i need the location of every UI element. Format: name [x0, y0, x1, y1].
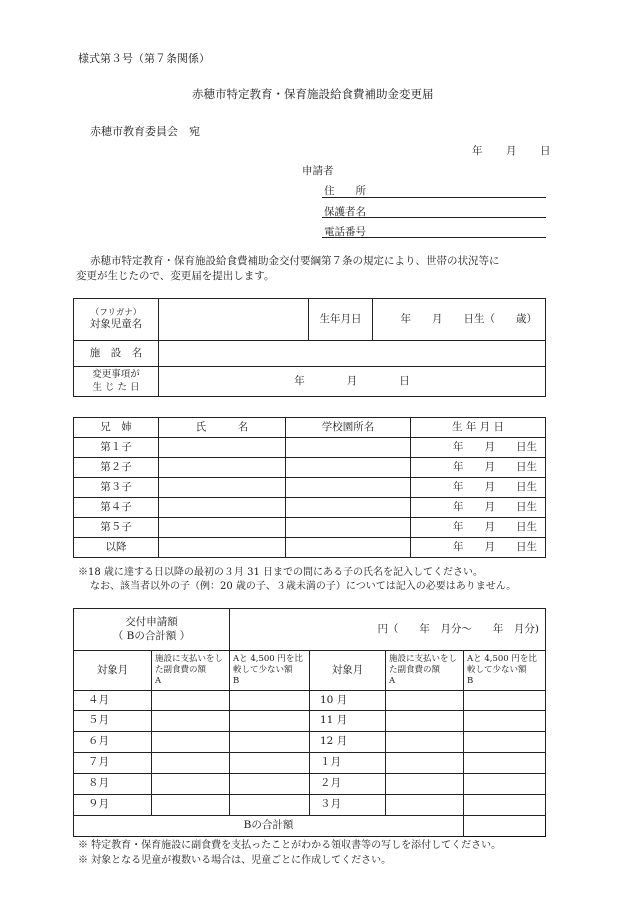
amount-a-field[interactable]	[152, 691, 230, 711]
month-left: ４月	[74, 691, 152, 711]
month-right: 11 月	[310, 711, 386, 732]
amount-b-field[interactable]	[230, 795, 310, 816]
sibling-name-field[interactable]	[159, 478, 286, 498]
address-label: 住 所	[324, 185, 366, 197]
amount-b-field[interactable]	[230, 691, 310, 711]
guardian-label: 保護者名	[324, 206, 366, 218]
amount-b-field[interactable]	[464, 753, 546, 774]
table-row	[74, 478, 546, 498]
sibling-order: 以降	[74, 538, 159, 558]
sibling-order: 第５子	[74, 518, 159, 538]
total-b-label: Bの合計額	[74, 816, 464, 837]
applicant-label: 申請者	[302, 165, 334, 177]
amount-a-field[interactable]	[152, 753, 230, 774]
month-right: ２月	[310, 774, 386, 795]
amount-b-field[interactable]	[230, 774, 310, 795]
request-amount-label-cell	[74, 609, 230, 651]
table-row	[74, 774, 546, 795]
amount-b-field[interactable]	[230, 753, 310, 774]
month-left: ５月	[74, 711, 152, 732]
table-row	[74, 711, 546, 732]
amount-b-field[interactable]	[230, 732, 310, 753]
amount-table	[73, 608, 546, 837]
month-right: １月	[310, 753, 386, 774]
change-date-label-2: 生 じ た 日	[92, 381, 140, 393]
date-year: 年	[472, 145, 483, 157]
table-row	[74, 732, 546, 753]
sibling-school-field[interactable]	[286, 458, 411, 478]
child-name-field[interactable]	[159, 299, 309, 341]
siblings-header-birth: 生 年 月 日	[411, 418, 546, 438]
month-right: 10 月	[310, 691, 386, 711]
sibling-school-field[interactable]	[286, 498, 411, 518]
sibling-order: 第１子	[74, 438, 159, 458]
amount-b-field[interactable]	[230, 711, 310, 732]
sibling-order: 第２子	[74, 458, 159, 478]
sibling-name-field[interactable]	[159, 458, 286, 478]
sibling-birth-field[interactable]: 年 月 日生	[411, 478, 546, 498]
amount-b-field[interactable]	[464, 711, 546, 732]
phone-line[interactable]	[322, 237, 546, 238]
siblings-note-2: なお、該当者以外の子（例：20 歳の子、３歳未満の子）については記入の必要はありません。	[90, 581, 517, 592]
month-left: ９月	[74, 795, 152, 816]
month-left: ８月	[74, 774, 152, 795]
footer-note-1: ※ 特定教育・保育施設に副食費を支払ったことがわかる領収書等の写しを添付してください。	[78, 840, 502, 851]
siblings-table	[73, 417, 546, 558]
amount-a-field[interactable]	[152, 795, 230, 816]
amount-a-field[interactable]	[152, 711, 230, 732]
amount-b-field[interactable]	[464, 732, 546, 753]
sibling-birth-field[interactable]: 年 月 日生	[411, 518, 546, 538]
furigana-label: （フリガナ）	[90, 307, 142, 318]
request-amount-label-1: 交付申請額	[125, 616, 178, 629]
table-row	[74, 518, 546, 538]
intro-line-1: 赤穂市特定教育・保育施設給食費補助金交付要綱第７条の規定により、世帯の状況等に	[90, 255, 500, 267]
form-number: 様式第３号（第７条関係）	[78, 52, 210, 65]
child-name-label: 対象児童名	[89, 318, 143, 331]
date-month: 月	[506, 145, 517, 157]
date-day: 日	[540, 145, 551, 157]
table-row	[74, 691, 546, 711]
birth-label: 生年月日	[309, 299, 373, 341]
phone-label: 電話番号	[324, 226, 366, 238]
change-date-label-1: 変更事項が	[92, 369, 140, 381]
sibling-school-field[interactable]	[286, 438, 411, 458]
document-title: 赤穂市特定教育・保育施設給食費補助金変更届	[192, 87, 434, 101]
amount-a-field[interactable]	[386, 753, 464, 774]
total-b-field[interactable]	[464, 816, 546, 837]
sibling-name-field[interactable]	[159, 438, 286, 458]
amount-a-field[interactable]	[386, 774, 464, 795]
month-right: 12 月	[310, 732, 386, 753]
header-a-right: 施設に支払いをした副食費の額 A	[386, 651, 464, 691]
amount-a-field[interactable]	[152, 774, 230, 795]
table-row	[74, 458, 546, 478]
header-month-right: 対象月	[310, 651, 386, 691]
table-row	[74, 498, 546, 518]
amount-a-field[interactable]	[386, 691, 464, 711]
address-line[interactable]	[322, 197, 546, 198]
amount-b-field[interactable]	[464, 691, 546, 711]
amount-b-field[interactable]	[464, 795, 546, 816]
child-info-table	[73, 298, 546, 397]
sibling-name-field[interactable]	[159, 538, 286, 558]
siblings-note-1: ※18 歳に達する日以降の最初の３月 31 日までの間にある子の氏名を記入してください。	[78, 567, 483, 578]
facility-field[interactable]	[159, 341, 546, 367]
sibling-school-field[interactable]	[286, 538, 411, 558]
amount-a-field[interactable]	[386, 711, 464, 732]
sibling-name-field[interactable]	[159, 518, 286, 538]
amount-b-field[interactable]	[464, 774, 546, 795]
facility-label: 施 設 名	[74, 341, 159, 367]
amount-a-field[interactable]	[152, 732, 230, 753]
sibling-school-field[interactable]	[286, 518, 411, 538]
request-amount-field[interactable]: 円（ 年 月分～ 年 月分)	[230, 609, 546, 651]
sibling-birth-field[interactable]: 年 月 日生	[411, 458, 546, 478]
change-date-label-cell	[74, 367, 159, 397]
header-month-left: 対象月	[74, 651, 152, 691]
table-row	[74, 438, 546, 458]
change-date-field[interactable]: 年 月 日	[159, 367, 546, 397]
birth-field[interactable]: 年 月 日生（ 歳）	[373, 299, 546, 341]
sibling-order: 第３子	[74, 478, 159, 498]
siblings-header-order: 兄 姉	[74, 418, 159, 438]
month-right: ３月	[310, 795, 386, 816]
table-row	[74, 753, 546, 774]
amount-a-field[interactable]	[386, 732, 464, 753]
table-row	[74, 538, 546, 558]
sibling-school-field[interactable]	[286, 478, 411, 498]
sibling-order: 第４子	[74, 498, 159, 518]
child-name-label-cell	[74, 299, 159, 341]
month-left: ７月	[74, 753, 152, 774]
header-b-left: Aと 4,500 円を比較して少ない額 B	[230, 651, 310, 691]
siblings-header-school: 学校園所名	[286, 418, 411, 438]
amount-a-field[interactable]	[386, 795, 464, 816]
month-left: ６月	[74, 732, 152, 753]
intro-line-2: 変更が生じたので、変更届を提出します。	[76, 270, 275, 282]
header-b-right: Aと 4,500 円を比較して少ない額 B	[464, 651, 546, 691]
sibling-birth-field[interactable]: 年 月 日生	[411, 438, 546, 458]
addressee: 赤穂市教育委員会 宛	[90, 125, 200, 138]
footer-note-2: ※ 対象となる児童が複数いる場合は、児童ごとに作成してください。	[78, 855, 392, 866]
header-a-left: 施設に支払いをした副食費の額 A	[152, 651, 230, 691]
sibling-birth-field[interactable]: 年 月 日生	[411, 498, 546, 518]
request-amount-label-2: （ Bの合計額 ）	[112, 629, 191, 642]
sibling-birth-field[interactable]: 年 月 日生	[411, 538, 546, 558]
guardian-line[interactable]	[322, 217, 546, 218]
sibling-name-field[interactable]	[159, 498, 286, 518]
siblings-header-name: 氏 名	[159, 418, 286, 438]
table-row	[74, 795, 546, 816]
